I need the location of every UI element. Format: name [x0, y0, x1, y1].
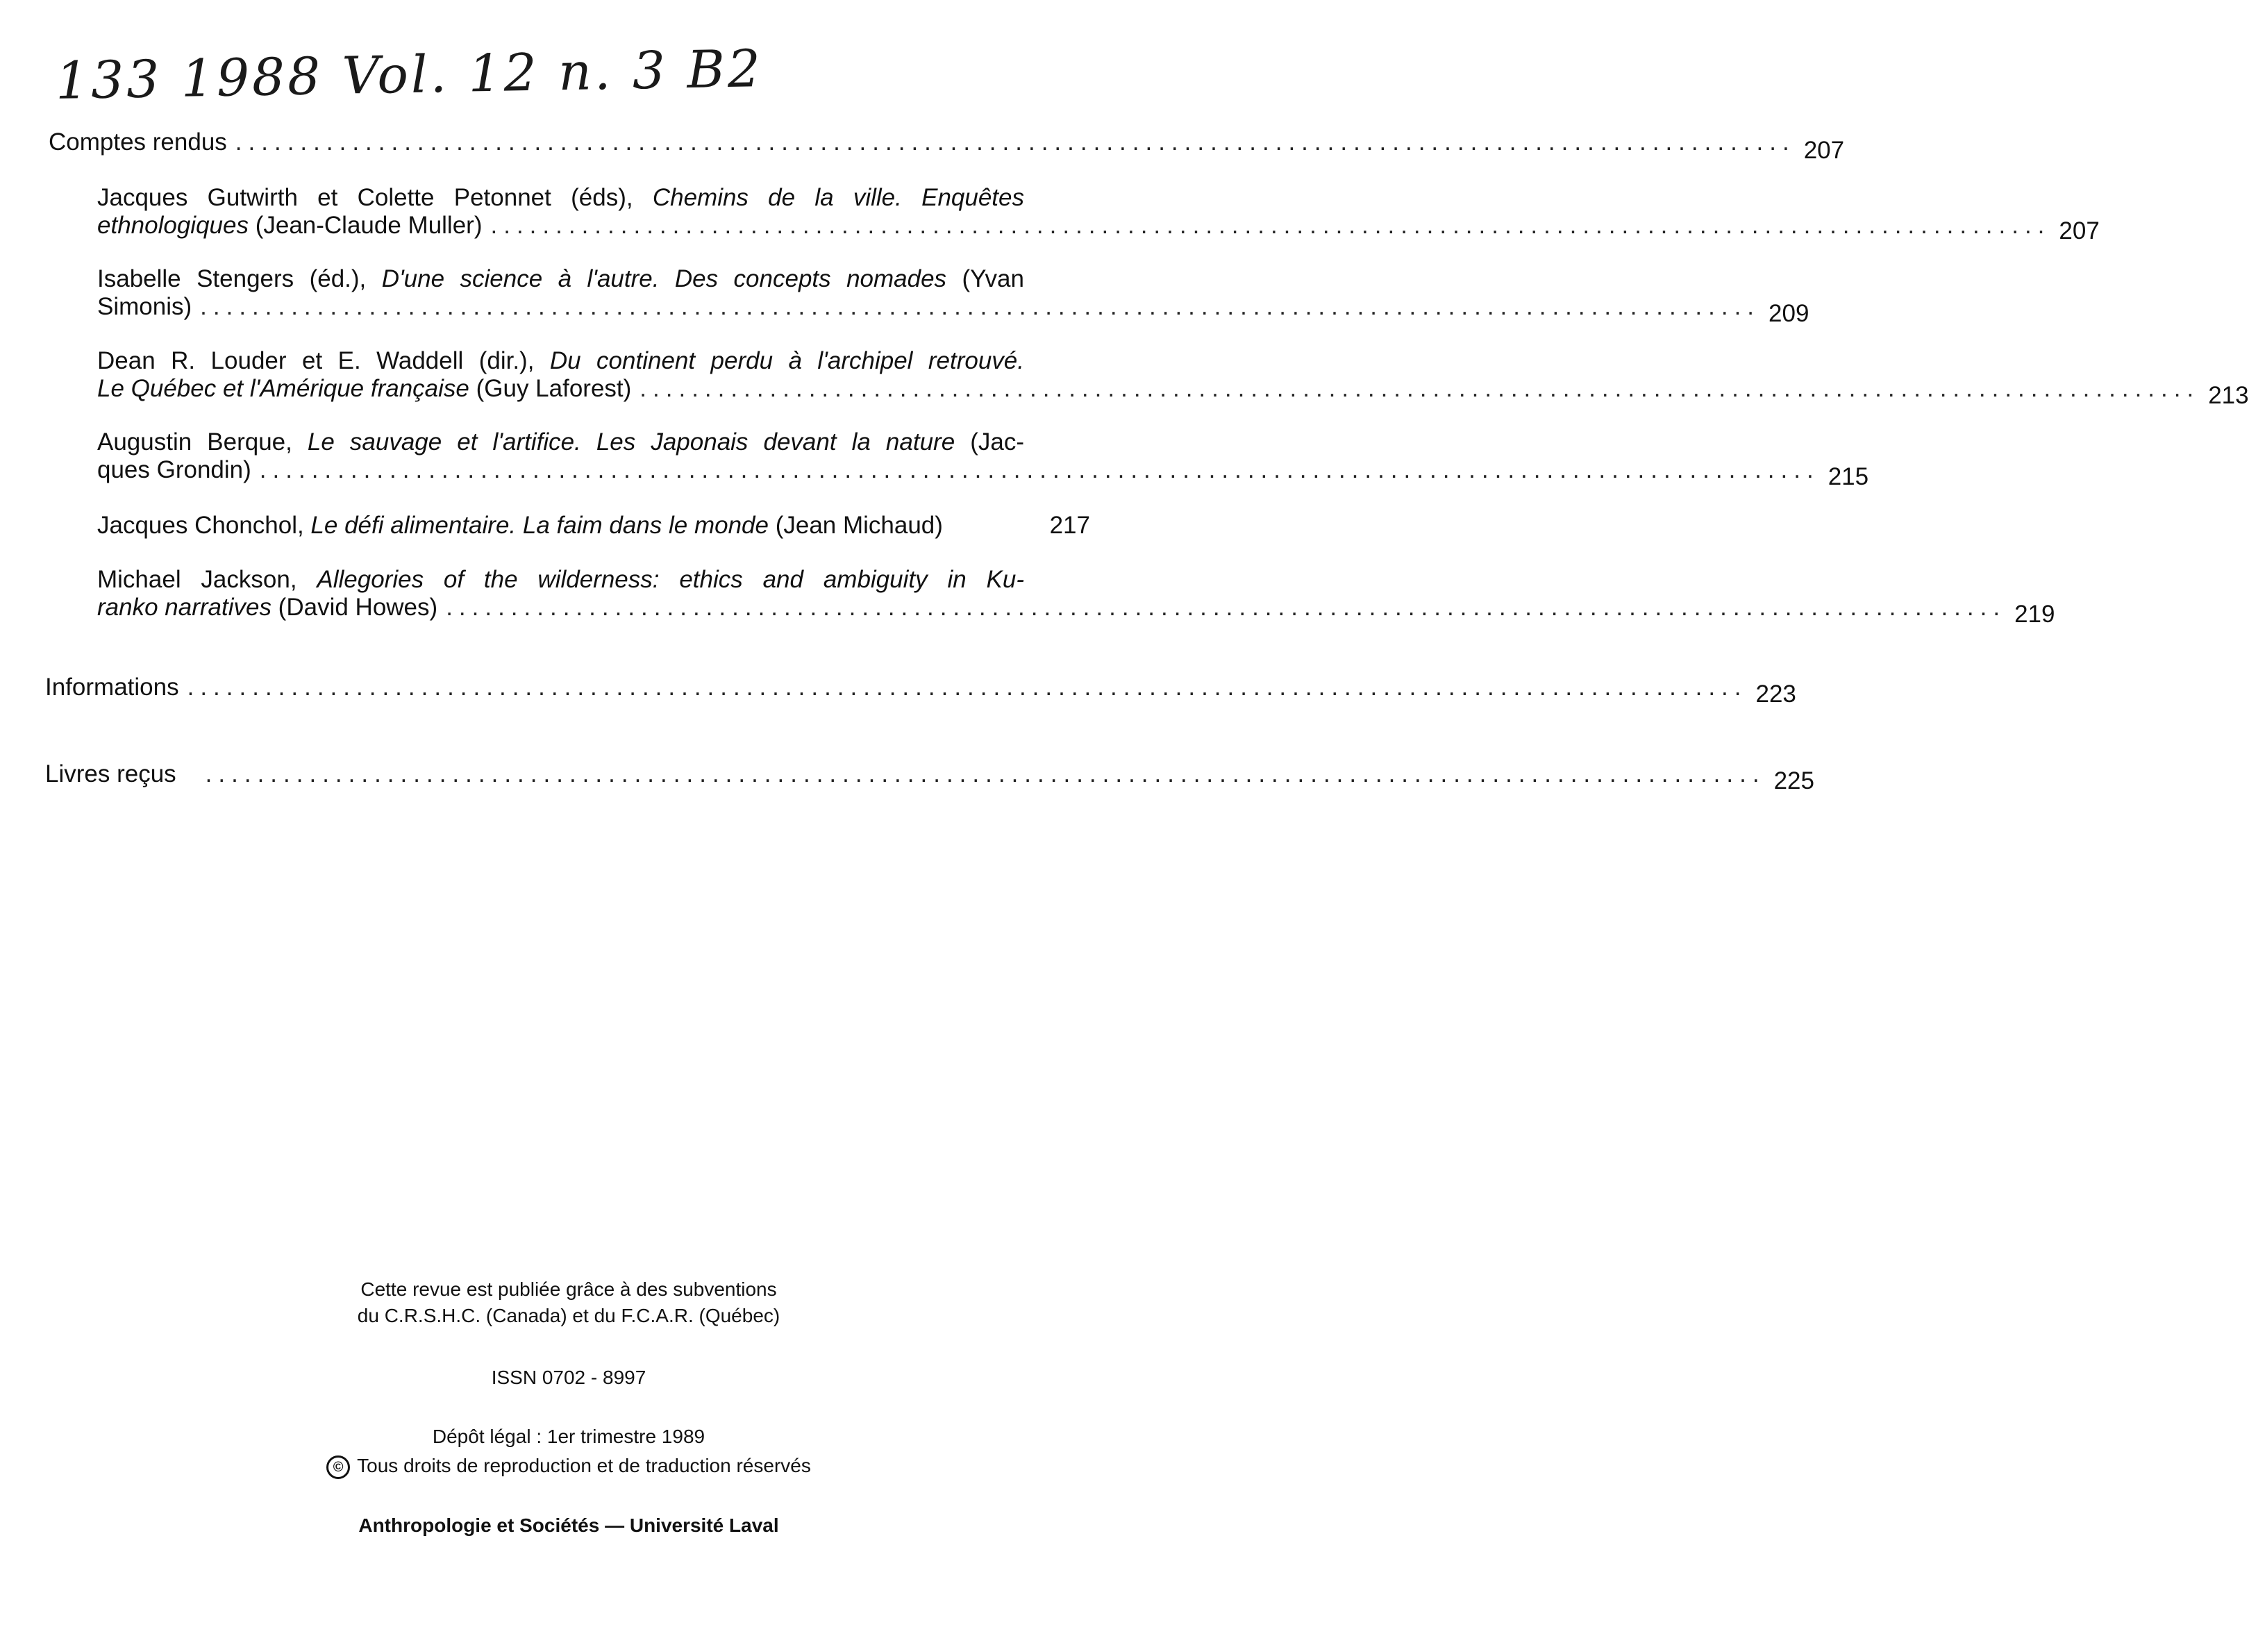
handwritten-catalog-note: 133 1988 Vol. 12 n. 3 B2 — [55, 39, 764, 111]
toc-entry-2-line2[interactable]: Simonis) ........................................................................................................................ 209 — [97, 293, 1809, 327]
leader-dots: ........................................................................................................................ — [200, 293, 1761, 320]
toc-entry-1-line2[interactable]: ethnologiques (Jean-Claude Muller) ........................................................................................................................ 207 — [97, 212, 2100, 244]
toc-page-number: 207 — [2059, 217, 2100, 244]
toc-entry-3-line1[interactable]: Dean R. Louder et E. Waddell (dir.), Du continent perdu à l'archipel retrouvé. — [97, 347, 1024, 374]
leader-dots: ........................................................................................................................ — [639, 375, 2200, 402]
toc-section-label: Comptes rendus — [49, 128, 227, 156]
toc-section-label: Informations — [45, 674, 179, 701]
toc-page-number: 209 — [1769, 300, 1809, 327]
toc-section-livres-recus[interactable] — [45, 760, 1814, 794]
leader-dots: ........................................................................................................................ — [259, 456, 1820, 483]
leader-dots: ........................................................................................................................ — [205, 760, 1766, 787]
toc-page-number: 225 — [1773, 767, 1814, 794]
toc-page-number: 215 — [1828, 463, 1869, 490]
toc-page-number: 217 — [1049, 512, 1090, 539]
toc-page-number: 213 — [2208, 382, 2249, 409]
toc-entry-6-line2[interactable]: ranko narratives (David Howes) ........................................................................................................................ 219 — [97, 594, 2055, 628]
toc-section-comptes-rendus[interactable] — [49, 128, 1845, 164]
toc-entry-5[interactable]: Jacques Chonchol, Le défi alimentaire. La faim dans le monde (Jean Michaud) 217 — [97, 512, 1090, 539]
toc-page-number: 219 — [2014, 601, 2055, 628]
toc-page-number: 207 — [1803, 137, 1845, 164]
copyright-line: © Tous droits de reproduction et de traduction réservés — [0, 1453, 1137, 1479]
toc-entry-4-line2[interactable]: ques Grondin) ........................................................................................................................ 215 — [97, 456, 1869, 490]
toc-entry-6-line1[interactable]: Michael Jackson, Allegories of the wilderness: ethics and ambiguity in Ku- — [97, 566, 1024, 593]
toc-entry-2-line1[interactable]: Isabelle Stengers (éd.), D'une science à l'autre. Des concepts nomades (Yvan — [97, 265, 1024, 292]
toc-page-number: 223 — [1755, 681, 1796, 708]
leader-dots: ........................................................................................................................ — [490, 212, 2051, 239]
issn: ISSN 0702 - 8997 — [491, 1367, 646, 1388]
publisher: Anthropologie et Sociétés — Université Laval — [358, 1515, 779, 1536]
leader-dots: ........................................................................................................................ — [235, 128, 1796, 156]
toc-entry-3-line2[interactable]: Le Québec et l'Amérique française (Guy Laforest) ........................................................................................................................ 213 — [97, 375, 2249, 409]
funding-notice: Cette revue est publiée grâce à des subventions du C.R.S.H.C. (Canada) et du F.C.A.R. (Québec) — [357, 1278, 780, 1326]
toc-section-informations[interactable] — [45, 674, 1796, 708]
toc-section-label: Livres reçus — [45, 760, 176, 787]
leader-dots: ........................................................................................................................ — [187, 674, 1748, 701]
toc-entry-1-line1[interactable]: Jacques Gutwirth et Colette Petonnet (éds), Chemins de la ville. Enquêtes — [97, 184, 1024, 211]
toc-entry-4-line1[interactable]: Augustin Berque, Le sauvage et l'artifice. Les Japonais devant la nature (Jac- — [97, 428, 1025, 456]
leader-dots: ........................................................................................................................ — [446, 594, 2007, 621]
copyright-icon: © — [326, 1455, 350, 1479]
legal-deposit: Dépôt légal : 1er trimestre 1989 — [432, 1426, 705, 1447]
